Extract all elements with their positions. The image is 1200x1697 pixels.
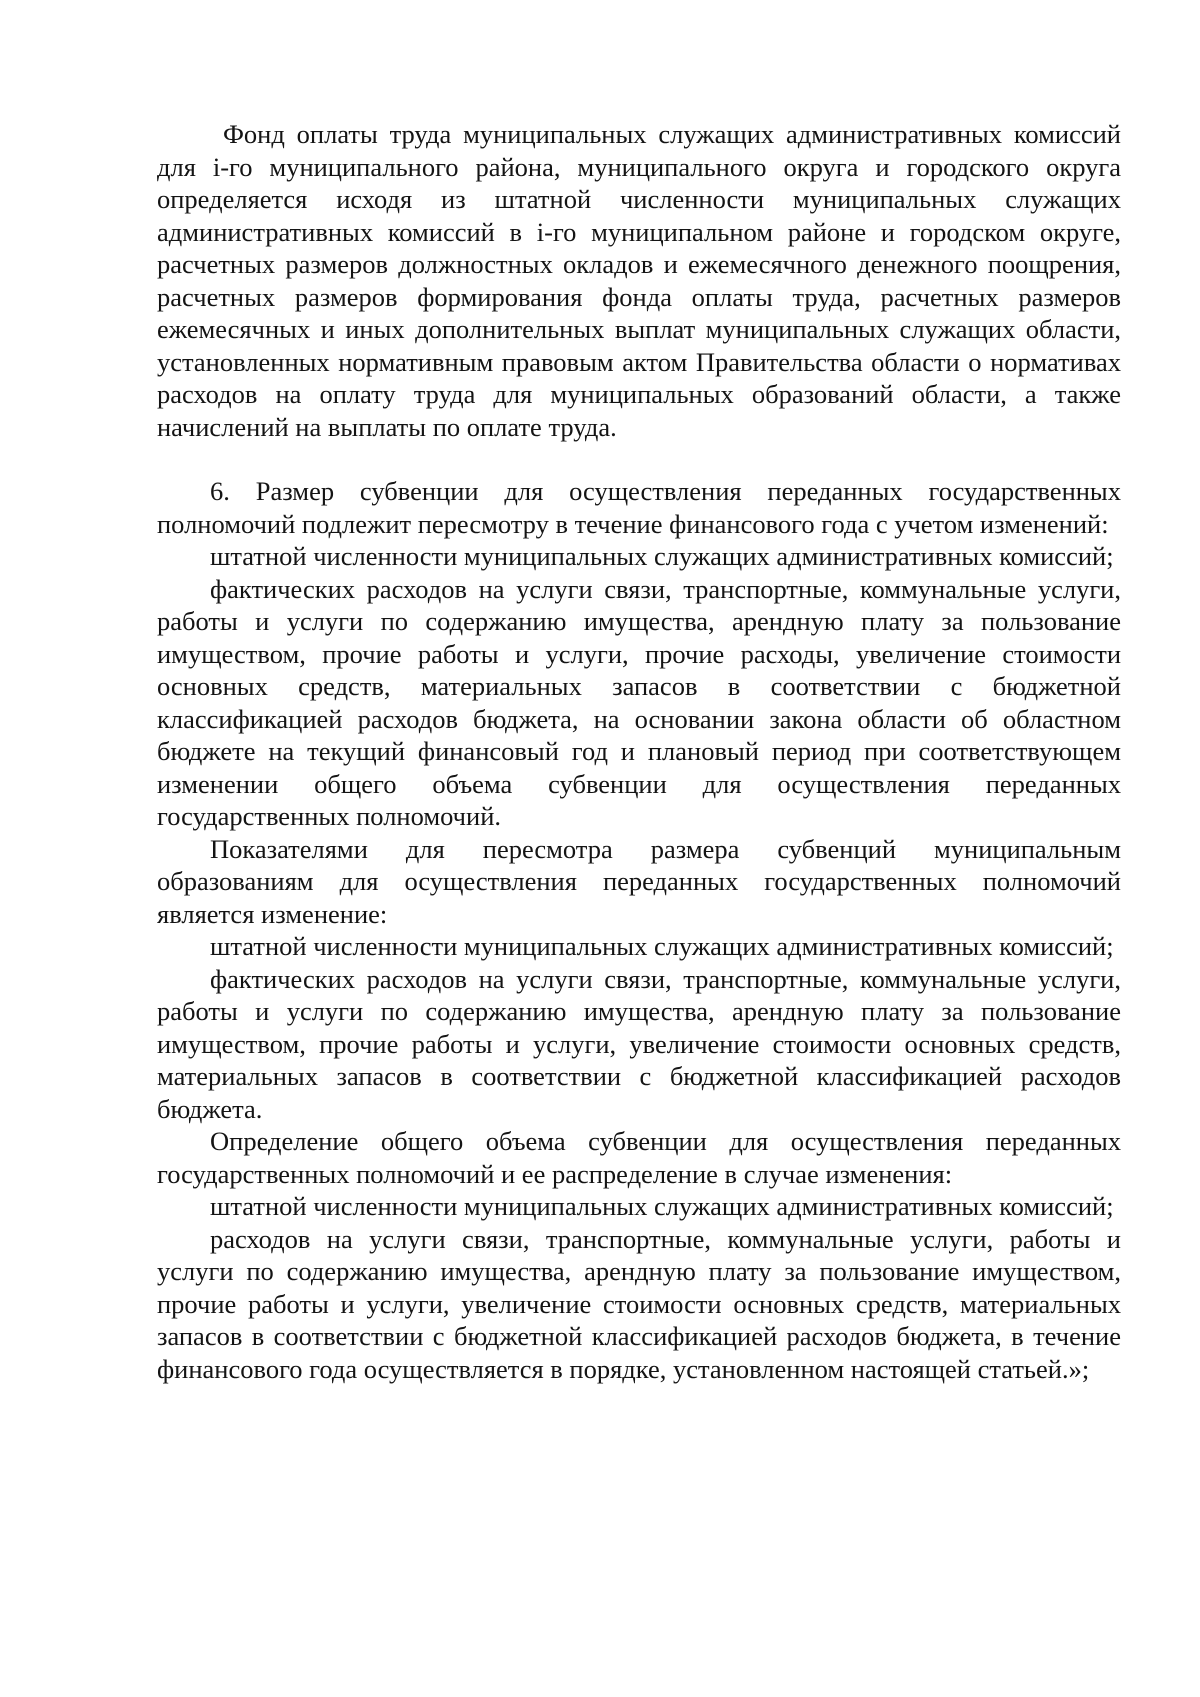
paragraph-staff-count: штатной численности муниципальных служащих административных комиссий;: [210, 1191, 1114, 1221]
paragraph-spacer: [157, 443, 1121, 475]
paragraph-wage-fund: Фонд оплаты труда муниципальных служащих административных комиссий для i-го муниципального района, муниципального округа и городского округа определяется исходя из штатной численности муниципальных служащих административных комиссий в i-го муниципальном районе и городском округе, расчетных размеров должностных окладов и ежемесячного денежного поощрения, расчетных размеров формирования фонда оплаты труда, расчетных размеров ежемесячных и иных дополнительных выплат муниципальных служащих области, установленных нормативным правовым актом Правительства области о нормативах расходов на оплату труда для муниципальных образований области, а также начислений на выплаты по оплате труда.: [157, 119, 1121, 442]
paragraph-actual-expenses: фактических расходов на услуги связи, транспортные, коммунальные услуги, работы и услуги по содержанию имущества, арендную плату за пользование имуществом, прочие работы и услуги, увеличение стоимости основных средств, материальных запасов в соответствии с бюджетной классификацией расходов бюджета.: [157, 963, 1121, 1124]
paragraph-actual-expenses: фактических расходов на услуги связи, транспортные, коммунальные услуги, работы и услуги по содержанию имущества, арендную плату за пользование имуществом, прочие работы и услуги, прочие расходы, увеличение стоимости основных средств, материальных запасов в соответствии с бюджетной классификацией расходов бюджета, на основании закона области об областном бюджете на текущий финансовый год и плановый период при соответствующем изменении общего объема субвенции для осуществления переданных государственных полномочий.: [157, 573, 1121, 831]
paragraph-item-6: 6. Размер субвенции для осуществления переданных государственных полномочий подлежит пересмотру в течение финансового года с учетом изменений:: [157, 476, 1121, 539]
paragraph-volume-definition: Определение общего объема субвенции для осуществления переданных государственных полномочий и ее распределение в случае изменения:: [157, 1126, 1121, 1189]
paragraph-expenses-procedure: расходов на услуги связи, транспортные, коммунальные услуги, работы и услуги по содержанию имущества, арендную плату за пользование имуществом, прочие работы и услуги, увеличение стоимости основных средств, материальных запасов в соответствии с бюджетной классификацией расходов бюджета, в течение финансового года осуществляется в порядке, установленном настоящей статьей.»;: [157, 1223, 1121, 1384]
paragraph-staff-count: штатной численности муниципальных служащих административных комиссий;: [210, 541, 1114, 571]
document-page: [157, 118, 1121, 1385]
paragraph-staff-count: штатной численности муниципальных служащих административных комиссий;: [210, 931, 1114, 961]
paragraph-indicators: Показателями для пересмотра размера субвенций муниципальным образованиям для осуществления переданных государственных полномочий является изменение:: [157, 833, 1121, 929]
